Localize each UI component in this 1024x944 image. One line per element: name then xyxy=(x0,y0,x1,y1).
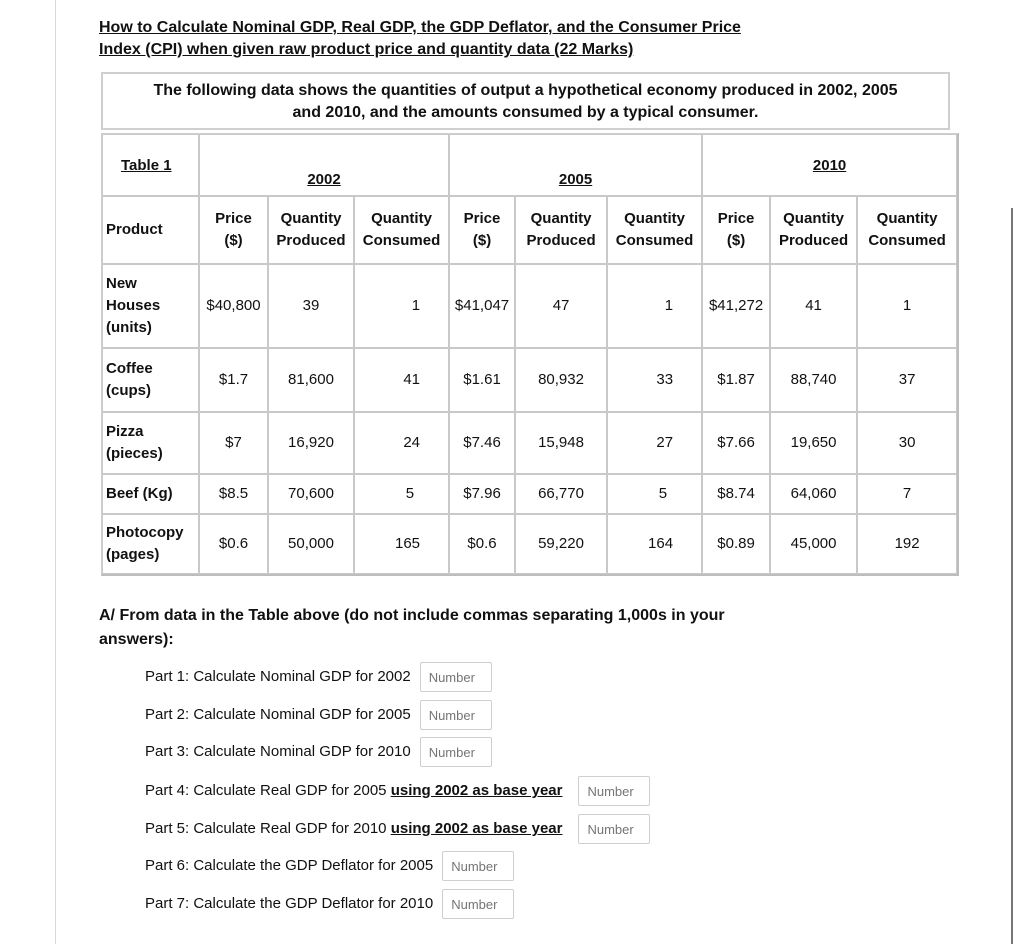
product-name xyxy=(102,264,199,348)
table-cell: 37 xyxy=(857,348,957,412)
year-cell-2005 xyxy=(449,134,702,196)
table-cell: 64,060 xyxy=(770,474,857,514)
col-header-line: Quantity xyxy=(280,210,342,227)
col-header-line: ($) xyxy=(224,232,243,249)
questions-intro xyxy=(99,604,819,652)
col-header-line: ($) xyxy=(472,232,492,249)
part-4-emphasis: using 2002 as base year xyxy=(390,782,563,799)
table-cell: $0.89 xyxy=(702,514,770,574)
table-cell: 80,932 xyxy=(515,348,607,412)
table-cell: 33 xyxy=(607,348,702,412)
part-6-input[interactable] xyxy=(442,851,514,881)
data-table xyxy=(101,133,959,576)
product-line: (pages) xyxy=(106,546,160,563)
part-4-text: Part 4: Calculate Real GDP for 2005 xyxy=(145,782,391,799)
part-3-input[interactable] xyxy=(420,737,492,767)
scrollbar[interactable] xyxy=(1011,208,1013,944)
table-label: Table 1 xyxy=(121,157,172,174)
col-header-line: Produced xyxy=(778,232,849,249)
col-header-line: Produced xyxy=(526,232,596,249)
product-line: Coffee xyxy=(106,360,153,377)
table-cell: $7.66 xyxy=(702,412,770,474)
col-header-line: Quantity xyxy=(624,210,685,227)
col-header-line: Quantity xyxy=(783,210,844,227)
table-cell: 45,000 xyxy=(770,514,857,574)
title-line-2: Index (CPI) when given raw product price and quantity data (22 Marks) xyxy=(99,41,634,58)
table-cell: 47 xyxy=(515,264,607,348)
col-header-line: Quantity xyxy=(371,210,432,227)
table-cell: $0.6 xyxy=(449,514,515,574)
product-line: Pizza xyxy=(106,423,144,440)
table-cell: 66,770 xyxy=(515,474,607,514)
table-cell: $41,047 xyxy=(449,264,515,348)
table-cell: 192 xyxy=(857,514,957,574)
table-cell: 30 xyxy=(857,412,957,474)
part-3 xyxy=(145,737,492,767)
part-2-input[interactable] xyxy=(420,700,492,730)
col-header-line: Price xyxy=(463,210,501,227)
col-header-line: Quantity xyxy=(530,210,592,227)
table-cell: $0.6 xyxy=(199,514,268,574)
part-2-text: Part 2: Calculate Nominal GDP for 2005 xyxy=(145,706,411,723)
table-cell: $1.61 xyxy=(449,348,515,412)
col-consumed-2010 xyxy=(857,196,957,264)
col-price-2010 xyxy=(702,196,770,264)
part-4 xyxy=(145,776,650,806)
part-1 xyxy=(145,662,492,692)
table-row xyxy=(102,514,957,574)
table-cell: 7 xyxy=(857,474,957,514)
table-cell: 5 xyxy=(607,474,702,514)
table-cell: 24 xyxy=(354,412,449,474)
year-cell-2002 xyxy=(199,134,449,196)
table-cell: 1 xyxy=(354,264,449,348)
product-name xyxy=(102,348,199,412)
col-header-line: Consumed xyxy=(615,232,694,249)
page-title xyxy=(99,17,859,61)
product-name xyxy=(102,474,199,514)
year-2010: 2010 xyxy=(812,157,847,174)
table-cell: 165 xyxy=(354,514,449,574)
col-header-line: Price xyxy=(215,210,252,227)
year-2002: 2002 xyxy=(307,171,341,188)
table-cell: $8.5 xyxy=(199,474,268,514)
intro-line-2: and 2010, and the amounts consumed by a typical consumer. xyxy=(292,104,759,121)
product-header: Product xyxy=(102,196,199,264)
table-label-cell xyxy=(102,134,199,196)
table-row xyxy=(102,474,957,514)
part-6-text: Part 6: Calculate the GDP Deflator for 2005 xyxy=(145,857,434,874)
col-produced-2002 xyxy=(268,196,354,264)
part-7-text: Part 7: Calculate the GDP Deflator for 2010 xyxy=(145,895,434,912)
table-cell: $41,272 xyxy=(702,264,770,348)
col-header-line: ($) xyxy=(726,232,746,249)
table-cell: 41 xyxy=(354,348,449,412)
column-header-row xyxy=(102,196,957,264)
intro-box xyxy=(101,72,950,130)
part-3-text: Part 3: Calculate Nominal GDP for 2010 xyxy=(145,743,411,760)
intro-line-1: The following data shows the quantities of output a hypothetical economy produced in 2002, 2005 xyxy=(153,82,898,99)
col-header-line: Consumed xyxy=(868,232,946,249)
col-price-2002 xyxy=(199,196,268,264)
product-line: (cups) xyxy=(106,382,151,399)
table-cell: 50,000 xyxy=(268,514,354,574)
table-cell: 70,600 xyxy=(268,474,354,514)
year-cell-2010 xyxy=(702,134,957,196)
part-4-input[interactable] xyxy=(578,776,650,806)
col-produced-2010 xyxy=(770,196,857,264)
table-cell: 164 xyxy=(607,514,702,574)
col-header-line: Quantity xyxy=(876,210,938,227)
table-cell: 1 xyxy=(607,264,702,348)
table-row xyxy=(102,412,957,474)
year-header-row xyxy=(102,134,957,196)
product-line: Photocopy xyxy=(106,524,184,541)
questions-intro-line-2: answers): xyxy=(99,631,174,648)
product-line: New xyxy=(106,275,137,292)
table-cell: $8.74 xyxy=(702,474,770,514)
product-line: Houses xyxy=(106,297,161,314)
table-cell: 16,920 xyxy=(268,412,354,474)
col-produced-2005 xyxy=(515,196,607,264)
col-header-line: Price xyxy=(717,210,755,227)
table-cell: 1 xyxy=(857,264,957,348)
table-cell: $1.7 xyxy=(199,348,268,412)
product-name xyxy=(102,514,199,574)
col-header-line: Produced xyxy=(276,232,346,249)
part-7-input[interactable] xyxy=(442,889,514,919)
col-consumed-2005 xyxy=(607,196,702,264)
part-6 xyxy=(145,851,514,881)
table-cell: 39 xyxy=(268,264,354,348)
col-price-2005 xyxy=(449,196,515,264)
part-5-input[interactable] xyxy=(578,814,650,844)
col-consumed-2002 xyxy=(354,196,449,264)
table-cell: $7.96 xyxy=(449,474,515,514)
table-cell: $40,800 xyxy=(199,264,268,348)
table-cell: 59,220 xyxy=(515,514,607,574)
part-1-input[interactable] xyxy=(420,662,492,692)
table-cell: 41 xyxy=(770,264,857,348)
product-name xyxy=(102,412,199,474)
part-5-text: Part 5: Calculate Real GDP for 2010 xyxy=(145,820,391,837)
questions-intro-line-1: A/ From data in the Table above (do not include commas separating 1,000s in your xyxy=(99,607,725,624)
product-line: (pieces) xyxy=(106,445,163,462)
table-cell: 81,600 xyxy=(268,348,354,412)
table-row xyxy=(102,264,957,348)
product-line: (units) xyxy=(106,319,152,336)
table-row xyxy=(102,348,957,412)
part-7 xyxy=(145,889,514,919)
part-5 xyxy=(145,814,650,844)
page-left-border xyxy=(55,0,56,944)
product-line: Beef (Kg) xyxy=(106,485,173,502)
table-cell: $1.87 xyxy=(702,348,770,412)
table-cell: $7 xyxy=(199,412,268,474)
table-cell: 5 xyxy=(354,474,449,514)
table-cell: 19,650 xyxy=(770,412,857,474)
title-line-1: How to Calculate Nominal GDP, Real GDP, the GDP Deflator, and the Consumer Price xyxy=(99,19,741,36)
part-1-text: Part 1: Calculate Nominal GDP for 2002 xyxy=(145,668,411,685)
col-header-line: Consumed xyxy=(362,232,441,249)
year-2005: 2005 xyxy=(558,171,593,188)
part-5-emphasis: using 2002 as base year xyxy=(390,820,563,837)
table-cell: 27 xyxy=(607,412,702,474)
part-2 xyxy=(145,700,492,730)
table-cell: 88,740 xyxy=(770,348,857,412)
table-cell: 15,948 xyxy=(515,412,607,474)
table-cell: $7.46 xyxy=(449,412,515,474)
